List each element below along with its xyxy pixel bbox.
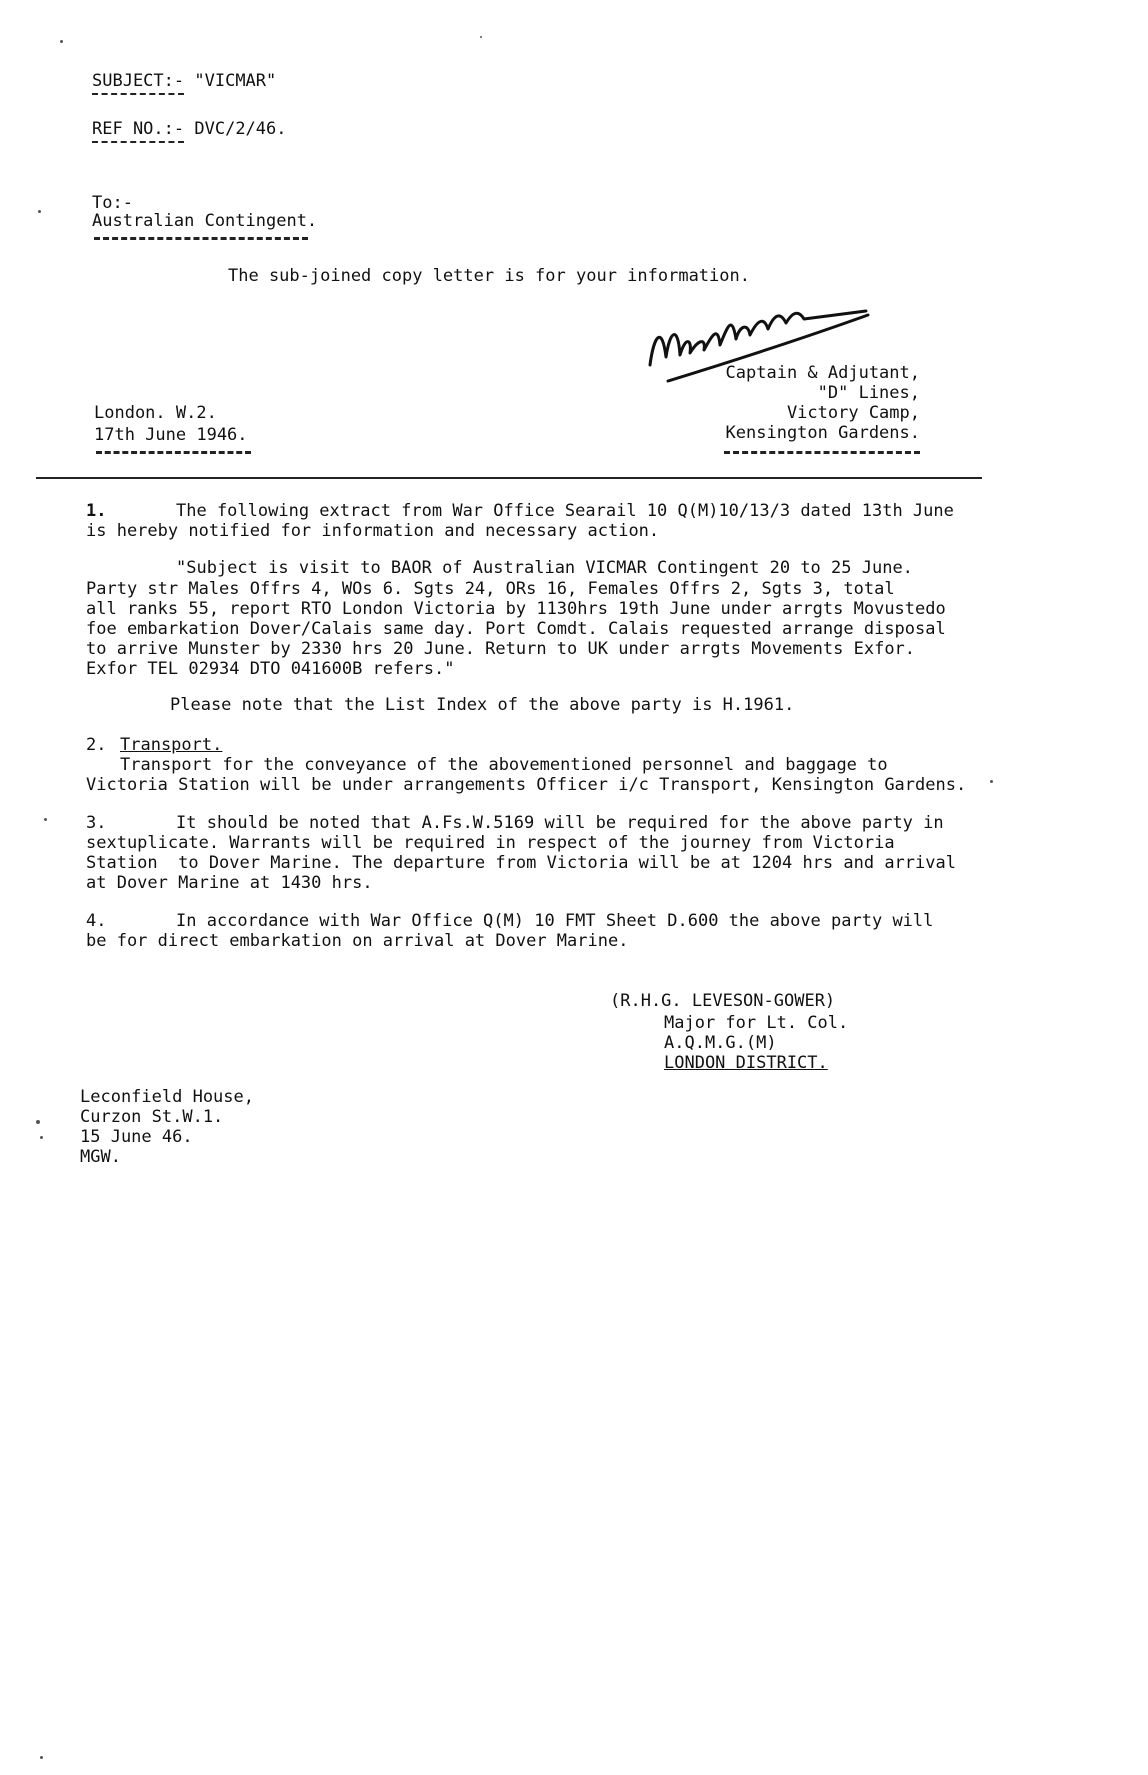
quote-line-6: Exfor TEL 02934 DTO 041600B refers." bbox=[86, 659, 455, 679]
paragraph-3-line-3: Station to Dover Marine. The departure from Victoria will be at 1204 hrs and arrival bbox=[86, 853, 956, 873]
quote-line-5: to arrive Munster by 2330 hrs 20 June. Return to UK under arrgts Movements Exfor. bbox=[86, 639, 916, 659]
paragraph-3-line-2: sextuplicate. Warrants will be required in respect of the journey from Victoria bbox=[86, 833, 895, 853]
sender-place: London. W.2. bbox=[94, 403, 217, 423]
paragraph-3-line-1: It should be noted that A.Fs.W.5169 will be required for the above party in bbox=[176, 813, 944, 833]
sender-title-line-1: Captain & Adjutant, bbox=[725, 363, 920, 383]
signatory-name: (R.H.G. LEVESON-GOWER) bbox=[610, 991, 836, 1011]
signatory-unit: LONDON DISTRICT. bbox=[664, 1053, 828, 1073]
signatory-role: A.Q.M.G.(M) bbox=[664, 1033, 777, 1053]
reference-label: REF NO.:- bbox=[92, 119, 184, 143]
signatory-rank: Major for Lt. Col. bbox=[664, 1013, 849, 1033]
origin-line-1: Leconfield House, bbox=[80, 1087, 254, 1107]
origin-line-4: MGW. bbox=[80, 1147, 121, 1167]
reference-line bbox=[92, 118, 287, 140]
paragraph-1-line-1: The following extract from War Office Searail 10 Q(M)10/13/3 dated 13th June bbox=[176, 501, 954, 521]
sender-underline bbox=[724, 451, 920, 454]
quote-line-2: Party str Males Offrs 4, WOs 6. Sgts 24, ORs 16, Females Offrs 2, Sgts 3, total bbox=[86, 579, 895, 599]
paragraph-3-number: 3. bbox=[86, 813, 107, 833]
scan-speck bbox=[36, 1120, 40, 1124]
sender-title-line-2: "D" Lines, bbox=[817, 383, 920, 403]
origin-line-2: Curzon St.W.1. bbox=[80, 1107, 224, 1127]
paragraph-1-number: 1. bbox=[86, 501, 107, 521]
paragraph-4-number: 4. bbox=[86, 911, 107, 931]
paragraph-2-line-1: Transport for the conveyance of the abovementioned personnel and baggage to bbox=[120, 755, 888, 775]
origin-line-3: 15 June 46. bbox=[80, 1127, 193, 1147]
paragraph-3-line-4: at Dover Marine at 1430 hrs. bbox=[86, 873, 373, 893]
paragraph-1-line-2: is hereby notified for information and necessary action. bbox=[86, 521, 660, 541]
scan-speck bbox=[480, 36, 482, 38]
scan-speck bbox=[44, 818, 47, 821]
list-index-note: Please note that the List Index of the above party is H.1961. bbox=[170, 695, 795, 715]
subject-line bbox=[92, 70, 276, 92]
sender-date: 17th June 1946. bbox=[94, 425, 248, 445]
recipient-underline bbox=[94, 237, 308, 240]
scan-speck bbox=[40, 1136, 43, 1139]
scan-speck bbox=[60, 40, 63, 43]
quote-line-1: "Subject is visit to BAOR of Australian VICMAR Contingent 20 to 25 June. bbox=[176, 558, 913, 578]
section-divider bbox=[36, 477, 982, 479]
paragraph-4-line-1: In accordance with War Office Q(M) 10 FMT Sheet D.600 the above party will bbox=[176, 911, 934, 931]
reference-value: DVC/2/46. bbox=[194, 119, 287, 139]
paragraph-2-heading bbox=[120, 734, 222, 756]
quote-line-3: all ranks 55, report RTO London Victoria by 1130hrs 19th June under arrgts Movustedo bbox=[86, 599, 946, 619]
to-label: To:- bbox=[92, 193, 133, 213]
scan-speck bbox=[990, 780, 993, 783]
recipient: Australian Contingent. bbox=[92, 211, 318, 231]
scan-speck bbox=[40, 1756, 43, 1759]
quote-line-4: foe embarkation Dover/Calais same day. Port Comdt. Calais requested arrange disposal bbox=[86, 619, 946, 639]
sender-title-line-3: Victory Camp, bbox=[786, 403, 920, 423]
intro-text: The sub-joined copy letter is for your information. bbox=[228, 266, 750, 286]
paragraph-2-line-2: Victoria Station will be under arrangements Officer i/c Transport, Kensington Gardens. bbox=[86, 775, 967, 795]
subject-value: "VICMAR" bbox=[194, 71, 277, 91]
subject-label: SUBJECT:- bbox=[92, 71, 184, 95]
paragraph-4-line-2: be for direct embarkation on arrival at Dover Marine. bbox=[86, 931, 629, 951]
transport-heading: Transport. bbox=[120, 735, 223, 755]
sender-title-line-4: Kensington Gardens. bbox=[725, 423, 920, 443]
paragraph-2-number: 2. bbox=[86, 735, 107, 755]
scan-speck bbox=[38, 210, 41, 213]
date-underline bbox=[96, 451, 251, 454]
